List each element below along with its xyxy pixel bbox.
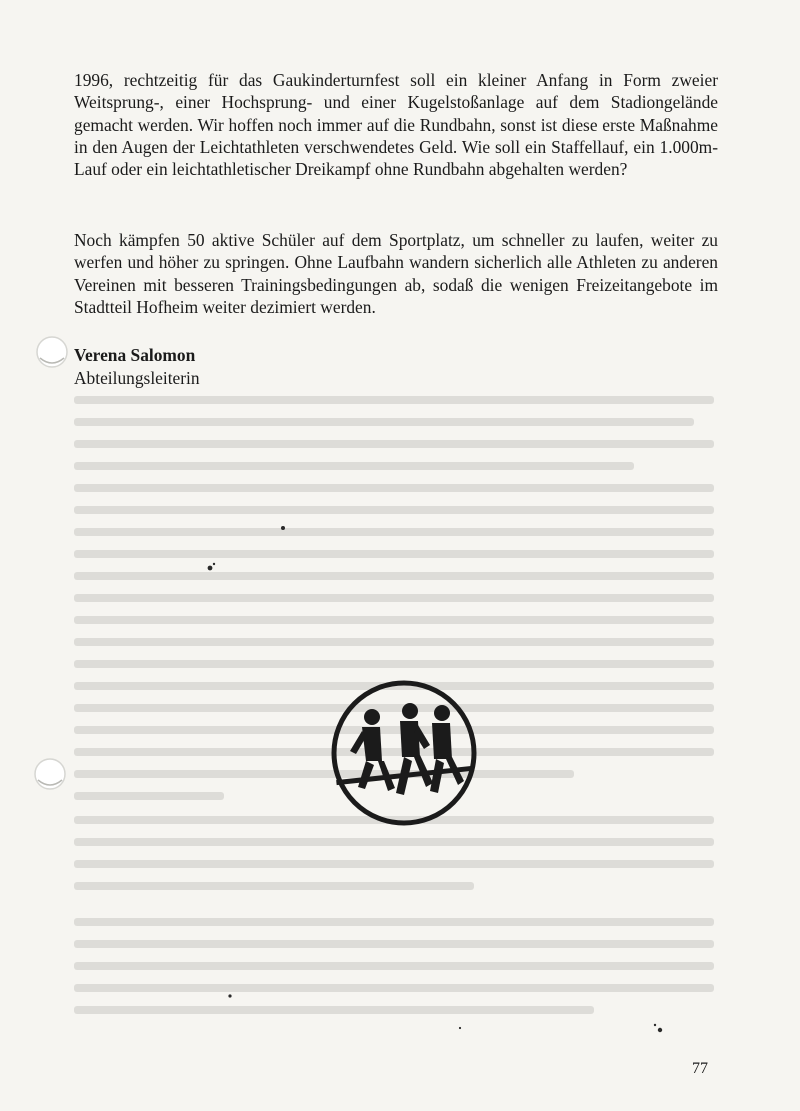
body-paragraph-1: 1996, rechtzeitig für das Gaukinderturnfest soll ein kleiner Anfang in Form zweier Weitsprung-, einer Hochsprung- und einer Kugelstoßanlage auf dem Stadiongelände gemacht werden. Wir hoffen noch immer auf die Rundbahn, sonst ist diese erste Maßnahme in den Augen der Leichtathleten verschwendetes Geld. Wie soll ein Staffellauf, ein 1.000m-Lauf oder ein leichtathletischer Dreikampf ohne Rundbahn abgehalten werden? — [74, 70, 718, 180]
punch-hole-lower — [32, 756, 68, 792]
speck-marks — [200, 520, 680, 1040]
page-number: 77 — [692, 1060, 708, 1077]
signature-role: Abteilungsleiterin — [74, 368, 200, 388]
body-paragraph-2: Noch kämpfen 50 aktive Schüler auf dem Sportplatz, um schneller zu laufen, weiter zu werfen und höher zu springen. Ohne Laufbahn wandern sicherlich alle Athleten zu anderen Vereinen mit besseren Trainingsbedingungen ab, sodaß die wenigen Freizeitangebote im Stadtteil Hofheim weiter dezimiert werden. — [74, 230, 718, 317]
signature-name: Verena Salomon — [74, 345, 196, 365]
punch-hole-upper — [34, 334, 70, 370]
